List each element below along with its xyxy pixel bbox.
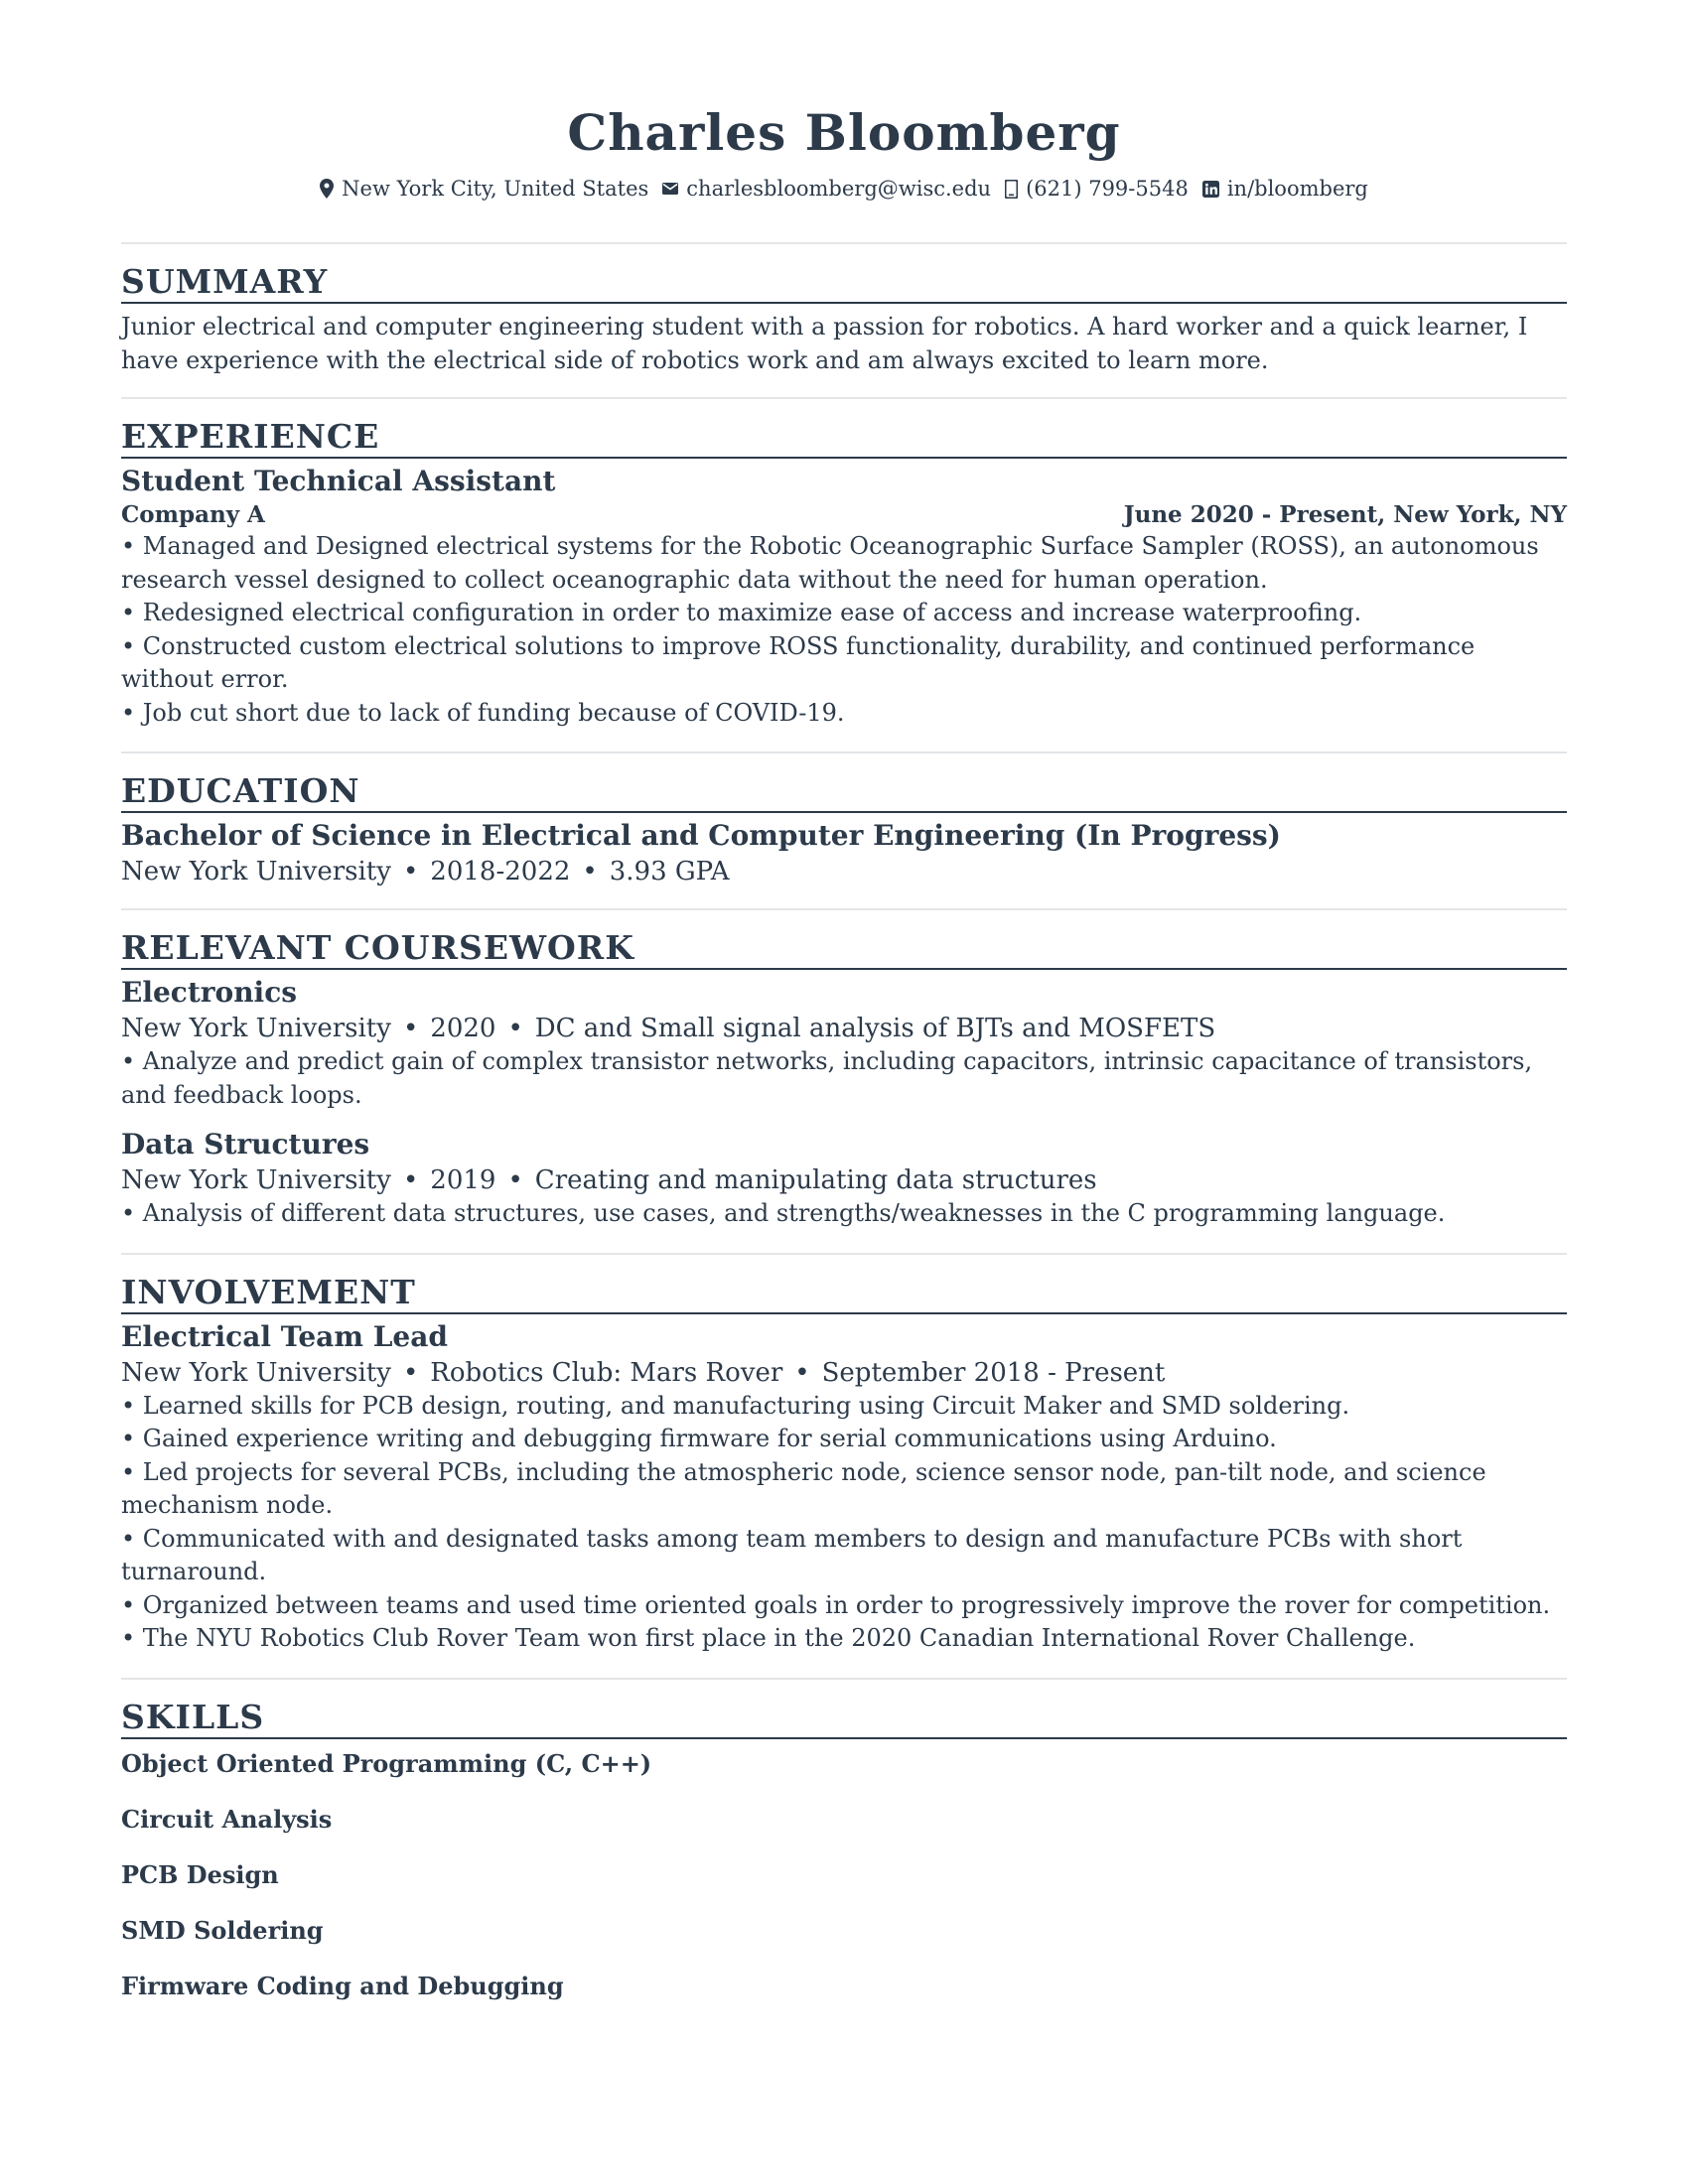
section-title: EXPERIENCE (121, 417, 1567, 459)
involvement-dates: September 2018 - Present (821, 1357, 1166, 1388)
divider (121, 1678, 1567, 1680)
contact-phone (1005, 175, 1189, 203)
phone-icon (1005, 180, 1018, 199)
section-title: EDUCATION (121, 771, 1567, 813)
involvement-section (121, 1273, 1567, 1656)
course-name: Electronics (121, 976, 298, 1009)
separator-dot: • (507, 1014, 523, 1043)
phone-text: (621) 799-5548 (1026, 177, 1189, 201)
section-title: INVOLVEMENT (121, 1273, 1567, 1314)
course-school: New York University (121, 1165, 391, 1195)
divider (121, 242, 1567, 244)
section-title: SKILLS (121, 1698, 1567, 1739)
linkedin-link[interactable]: in/bloomberg (1226, 177, 1368, 201)
involvement-bullet: • Gained experience writing and debugging firmware for serial communications using Arduino. (121, 1425, 1277, 1452)
mail-icon (662, 183, 678, 195)
divider (121, 908, 1567, 910)
involvement-role: Electrical Team Lead (121, 1319, 448, 1353)
involvement-bullet: • Organized between teams and used time oriented goals in order to progressively improve the rover for competition. (121, 1590, 1551, 1619)
skill-item: Firmware Coding and Debugging (121, 1971, 564, 2000)
job-role: Student Technical Assistant (121, 465, 556, 497)
skills-section (121, 1698, 1567, 2003)
course-bullet: • Analysis of different data structures, use cases, and strengths/weaknesses in the C programming language. (121, 1199, 1446, 1227)
education-section (121, 771, 1567, 888)
course-topic: Creating and manipulating data structures (534, 1165, 1097, 1195)
experience-section (121, 417, 1567, 730)
involvement-bullet: • The NYU Robotics Club Rover Team won first place in the 2020 Canadian International Rover Challenge. (121, 1624, 1416, 1652)
course-meta (121, 1012, 1567, 1045)
education-gpa: 3.93 GPA (609, 857, 730, 887)
involvement-school: New York University (121, 1357, 391, 1388)
involvement-bullet: • Led projects for several PCBs, including the atmospheric node, science sensor node, pan-tilt node, and science mechanism node. (121, 1457, 1486, 1519)
involvement-meta (121, 1356, 1567, 1390)
location-text: New York City, United States (342, 177, 649, 201)
linkedin-icon (1202, 181, 1219, 198)
contact-location (320, 175, 648, 203)
course-meta (121, 1163, 1567, 1197)
education-meta (121, 855, 1567, 888)
education-years: 2018-2022 (430, 857, 571, 887)
separator-dot: • (507, 1165, 523, 1195)
course-year: 2020 (430, 1014, 496, 1043)
course-entry (121, 974, 1567, 1112)
candidate-name: Charles Bloomberg (567, 103, 1121, 162)
summary-text: Junior electrical and computer engineering student with a passion for robotics. A hard worker and a quick learner, I have experience with the electrical side of robotics work and am always excited to learn more. (121, 313, 1528, 374)
separator-dot: • (794, 1357, 810, 1388)
separator-dot: • (402, 1357, 419, 1388)
job-bullet: • Managed and Designed electrical systems for the Robotic Oceanographic Surface Sampler (ROSS), an autonomous research vessel designed to collect oceanographic data without the need for human operation. (121, 532, 1539, 594)
involvement-org: Robotics Club: Mars Rover (430, 1357, 783, 1388)
course-bullet: • Analyze and predict gain of complex transistor networks, including capacitors, intrinsic capacitance of transistors, and feedback loops. (121, 1047, 1533, 1109)
separator-dot: • (582, 857, 598, 887)
course-entry (121, 1126, 1567, 1231)
involvement-bullet: • Learned skills for PCB design, routing, and manufacturing using Circuit Maker and SMD soldering. (121, 1391, 1350, 1420)
job-bullet: • Redesigned electrical configuration in order to maximize ease of access and increase waterproofing. (121, 599, 1362, 626)
separator-dot: • (402, 1165, 419, 1195)
coursework-section (121, 928, 1567, 1231)
course-topic: DC and Small signal analysis of BJTs and MOSFETS (534, 1014, 1216, 1043)
job-bullet: • Constructed custom electrical solutions to improve ROSS functionality, durability, and continued performance without error. (121, 631, 1476, 693)
course-year: 2019 (430, 1165, 496, 1195)
job-company: Company A (121, 501, 265, 528)
skill-item: PCB Design (121, 1859, 279, 1889)
section-title: SUMMARY (121, 262, 1567, 304)
job-bullet: • Job cut short due to lack of funding because of COVID-19. (121, 698, 845, 727)
email-link[interactable]: charlesbloomberg@wisc.edu (686, 177, 992, 201)
divider (121, 397, 1567, 399)
skill-item: Circuit Analysis (121, 1804, 333, 1834)
separator-dot: • (402, 857, 419, 887)
education-school: New York University (121, 857, 391, 887)
job-date-location: June 2020 - Present, New York, NY (1123, 501, 1567, 528)
skills-list (121, 1747, 1567, 2003)
separator-dot: • (402, 1014, 419, 1043)
map-pin-icon (320, 179, 334, 199)
contact-email[interactable] (662, 175, 991, 203)
skill-item: Object Oriented Programming (C, C++) (121, 1748, 652, 1778)
course-school: New York University (121, 1014, 391, 1043)
skill-item: SMD Soldering (121, 1915, 324, 1945)
involvement-bullet: • Communicated with and designated tasks among team members to design and manufacture PCBs with short turnaround. (121, 1524, 1463, 1585)
summary-section (121, 262, 1567, 377)
job-meta-row (121, 500, 1567, 530)
divider (121, 751, 1567, 753)
degree-title: Bachelor of Science in Electrical and Computer Engineering (In Progress) (121, 819, 1281, 852)
contact-bar (121, 175, 1567, 203)
contact-linkedin[interactable] (1202, 175, 1368, 203)
course-name: Data Structures (121, 1128, 370, 1160)
divider (121, 1253, 1567, 1255)
section-title: RELEVANT COURSEWORK (121, 928, 1567, 970)
